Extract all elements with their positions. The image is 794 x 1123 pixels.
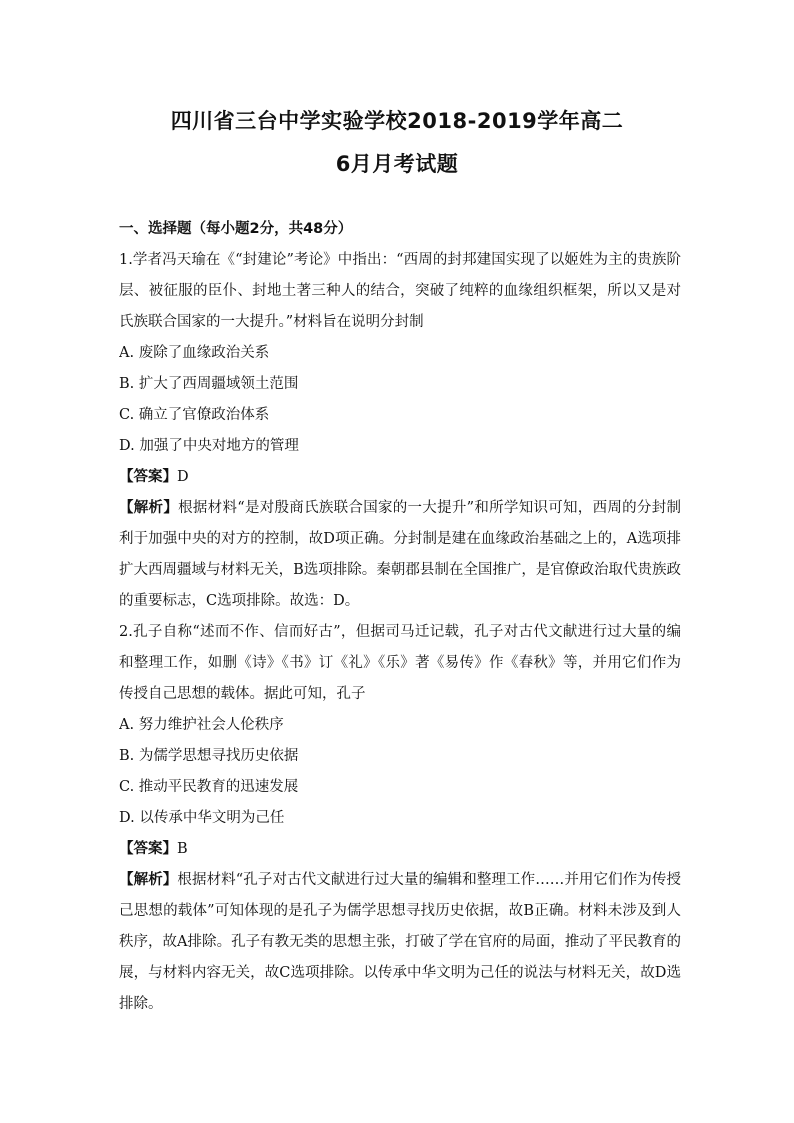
document-subtitle: 6月月考试题: [335, 152, 459, 176]
question-1-answer: [119, 462, 681, 493]
question-2-stem-line: 传授自己思想的载体。据此可知，孔子: [119, 686, 366, 702]
question-2-stem-line: 2.孔子自称“述而不作、信而好古”，但据司马迁记载，孔子对古代文献进行过大量的编: [119, 624, 681, 640]
question-1-analysis-line: [119, 493, 681, 524]
answer-value: B: [177, 841, 188, 857]
question-1-analysis-line: 扩大西周疆域与材料无关，B选项排除。秦朝郡县制在全国推广，是官僚政治取代贵族政: [119, 562, 681, 578]
question-2-analysis-line: [119, 865, 681, 896]
document-body: [119, 214, 681, 1020]
question-1-option-d: D. 加强了中央对地方的管理: [119, 438, 299, 454]
question-1: [119, 245, 681, 617]
question-1-option-a: A. 废除了血缘政治关系: [119, 345, 270, 361]
question-1-stem-line: 氏族联合国家的一大提升。”材料旨在说明分封制: [119, 314, 424, 330]
question-2-answer: [119, 834, 681, 865]
question-1-analysis-line: 利于加强中央的对方的控制，故D项正确。分封制是建在血缘政治基础之上的，A选项排: [119, 531, 681, 547]
analysis-text: 根据材料“孔子对古代文献进行过大量的编辑和整理工作……并用它们作为传授: [177, 872, 681, 888]
answer-label: 【答案】: [119, 469, 177, 485]
question-2: [119, 617, 681, 1020]
document-title: 四川省三台中学实验学校2018-2019学年高二: [170, 109, 624, 133]
question-2-option-c: C. 推动平民教育的迅速发展: [119, 779, 299, 795]
question-1-stem-line: 1.学者冯天瑜在《“封建论”考论》中指出：“西周的封邦建国实现了以姬姓为主的贵族阶: [119, 252, 681, 268]
question-2-option-d: D. 以传承中华文明为己任: [119, 810, 285, 826]
answer-value: D: [177, 469, 189, 485]
question-2-option-a: A. 努力维护社会人伦秩序: [119, 717, 284, 733]
section-heading: 一、选择题（每小题2分，共48分）: [119, 221, 353, 237]
answer-label: 【答案】: [119, 841, 177, 857]
question-1-option-c: C. 确立了官僚政治体系: [119, 407, 270, 423]
analysis-label: 【解析】: [119, 500, 179, 516]
question-2-analysis-line: 排除。: [119, 996, 163, 1012]
question-2-analysis-line: 己思想的载体”可知体现的是孔子为儒学思想寻找历史依据，故B正确。材料未涉及到人: [119, 903, 681, 919]
question-1-option-b: B. 扩大了西周疆域领土范围: [119, 376, 299, 392]
analysis-text: 根据材料“是对殷商氏族联合国家的一大提升”和所学知识可知，西周的分封制: [178, 500, 681, 516]
question-2-analysis-line: 秩序，故A排除。孔子有教无类的思想主张，打破了学在官府的局面，推动了平民教育的: [119, 934, 681, 950]
question-1-analysis-line: 的重要标志，C选项排除。故选：D。: [119, 593, 360, 609]
question-2-stem-line: 和整理工作，如删《诗》《书》订《礼》《乐》著《易传》作《春秋》等，并用它们作为: [119, 655, 681, 671]
analysis-label: 【解析】: [119, 872, 178, 888]
question-1-stem-line: 层、被征服的臣仆、封地土著三种人的结合，突破了纯粹的血缘组织框架，所以又是对: [119, 283, 681, 299]
question-2-analysis-line: 展，与材料内容无关，故C选项排除。以传承中华文明为己任的说法与材料无关，故D选: [119, 965, 681, 981]
question-2-option-b: B. 为儒学思想寻找历史依据: [119, 748, 299, 764]
